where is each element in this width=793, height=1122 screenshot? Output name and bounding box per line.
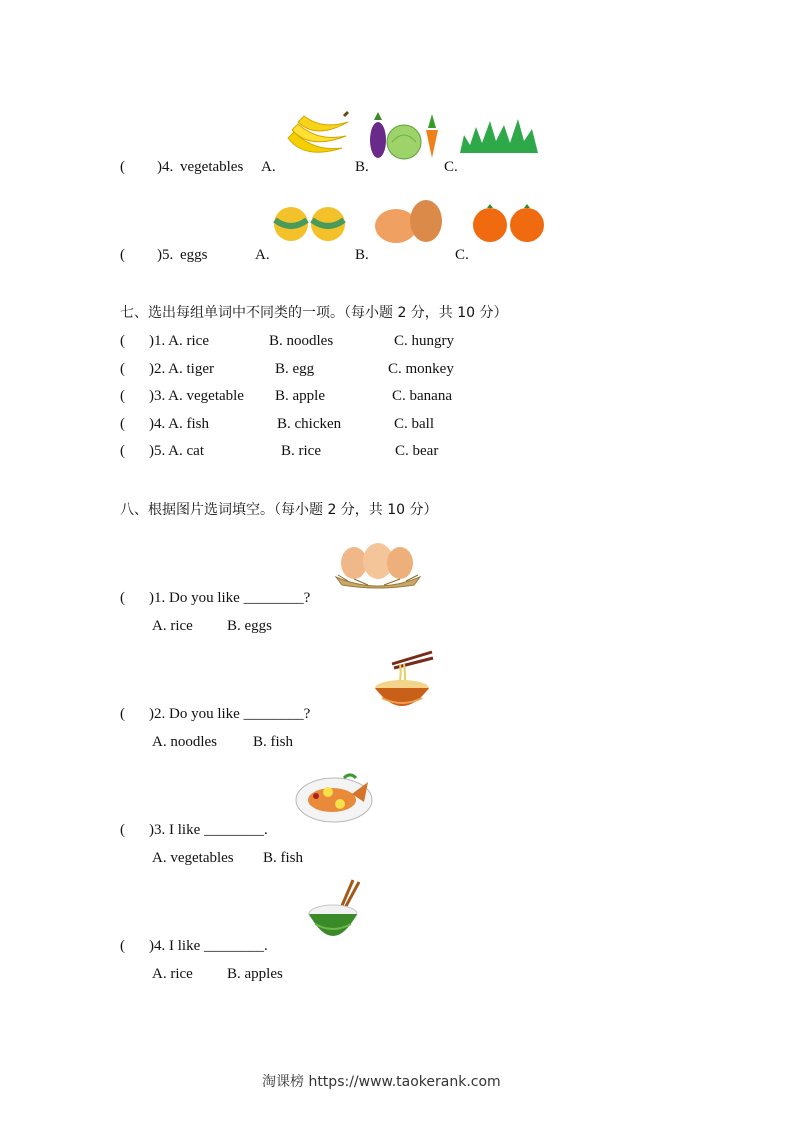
q4-option-b: B. [355,159,369,175]
s7-row5-paren: ( [120,443,125,459]
s8-q4-option-a: A. rice [152,966,193,982]
rice-bowl-icon [305,878,361,946]
s7-row3-c: C. banana [392,388,452,404]
s8-q2-stem: )2. Do you like ________? [149,706,311,722]
q5-option-a: A. [255,247,270,263]
s8-q2-option-b: B. fish [253,734,294,750]
s7-row1-a: )1. A. rice [149,333,209,349]
grass-icon [460,115,538,153]
s8-q1-paren: ( [120,590,125,606]
s7-row4-b: B. chicken [277,416,342,432]
s8-q1-option-a: A. rice [152,618,193,634]
eggs-icon [374,200,444,244]
q4-option-c: C. [444,159,458,175]
s7-row4-paren: ( [120,416,125,432]
s8-q4-paren: ( [120,938,125,954]
banana-icon [284,108,350,162]
eggs-nest-icon [334,541,422,589]
s8-q3-option-b: B. fish [263,850,304,866]
fish-plate-icon [294,768,374,826]
q5-option-c: C. [455,247,469,263]
q5-number: )5. [157,247,174,263]
section8-title: 八、根据图片选词填空。（每小题 2 分，共 10 分） [120,502,438,518]
balls-icon [273,206,347,242]
q4-option-a: A. [261,159,276,175]
s8-q4-stem: )4. I like ________. [149,938,268,954]
s8-q3-stem: )3. I like ________. [149,822,268,838]
s7-row3-b: B. apple [275,388,325,404]
q5-word: eggs [180,247,208,263]
s8-q2-option-a: A. noodles [152,734,217,750]
q4-open-paren: ( [120,159,125,175]
s8-q1-stem: )1. Do you like ________? [149,590,311,606]
section7-title: 七、选出每组单词中不同类的一项。（每小题 2 分，共 10 分） [120,305,508,321]
s7-row2-c: C. monkey [388,361,454,377]
q4-number: )4. [157,159,174,175]
s7-row1-b: B. noodles [269,333,334,349]
s7-row1-paren: ( [120,333,125,349]
s7-row5-a: )5. A. cat [149,443,204,459]
s8-q4-option-b: B. apples [227,966,283,982]
s8-q3-option-a: A. vegetables [152,850,234,866]
s7-row3-paren: ( [120,388,125,404]
s7-row5-c: C. bear [395,443,439,459]
q5-option-b: B. [355,247,369,263]
s7-row4-c: C. ball [394,416,434,432]
s7-row2-a: )2. A. tiger [149,361,214,377]
s7-row2-b: B. egg [275,361,315,377]
q4-word: vegetables [180,159,244,175]
s7-row5-b: B. rice [281,443,321,459]
s8-q2-paren: ( [120,706,125,722]
footer-watermark: 淘课榜 https://www.taokerank.com [262,1074,501,1090]
noodles-bowl-icon [372,650,434,714]
vegetables-icon [368,108,444,162]
s7-row4-a: )4. A. fish [149,416,209,432]
s7-row2-paren: ( [120,361,125,377]
oranges-icon [473,203,545,243]
q5-open-paren: ( [120,247,125,263]
s7-row3-a: )3. A. vegetable [149,388,244,404]
s8-q1-option-b: B. eggs [227,618,272,634]
s7-row1-c: C. hungry [394,333,454,349]
s8-q3-paren: ( [120,822,125,838]
